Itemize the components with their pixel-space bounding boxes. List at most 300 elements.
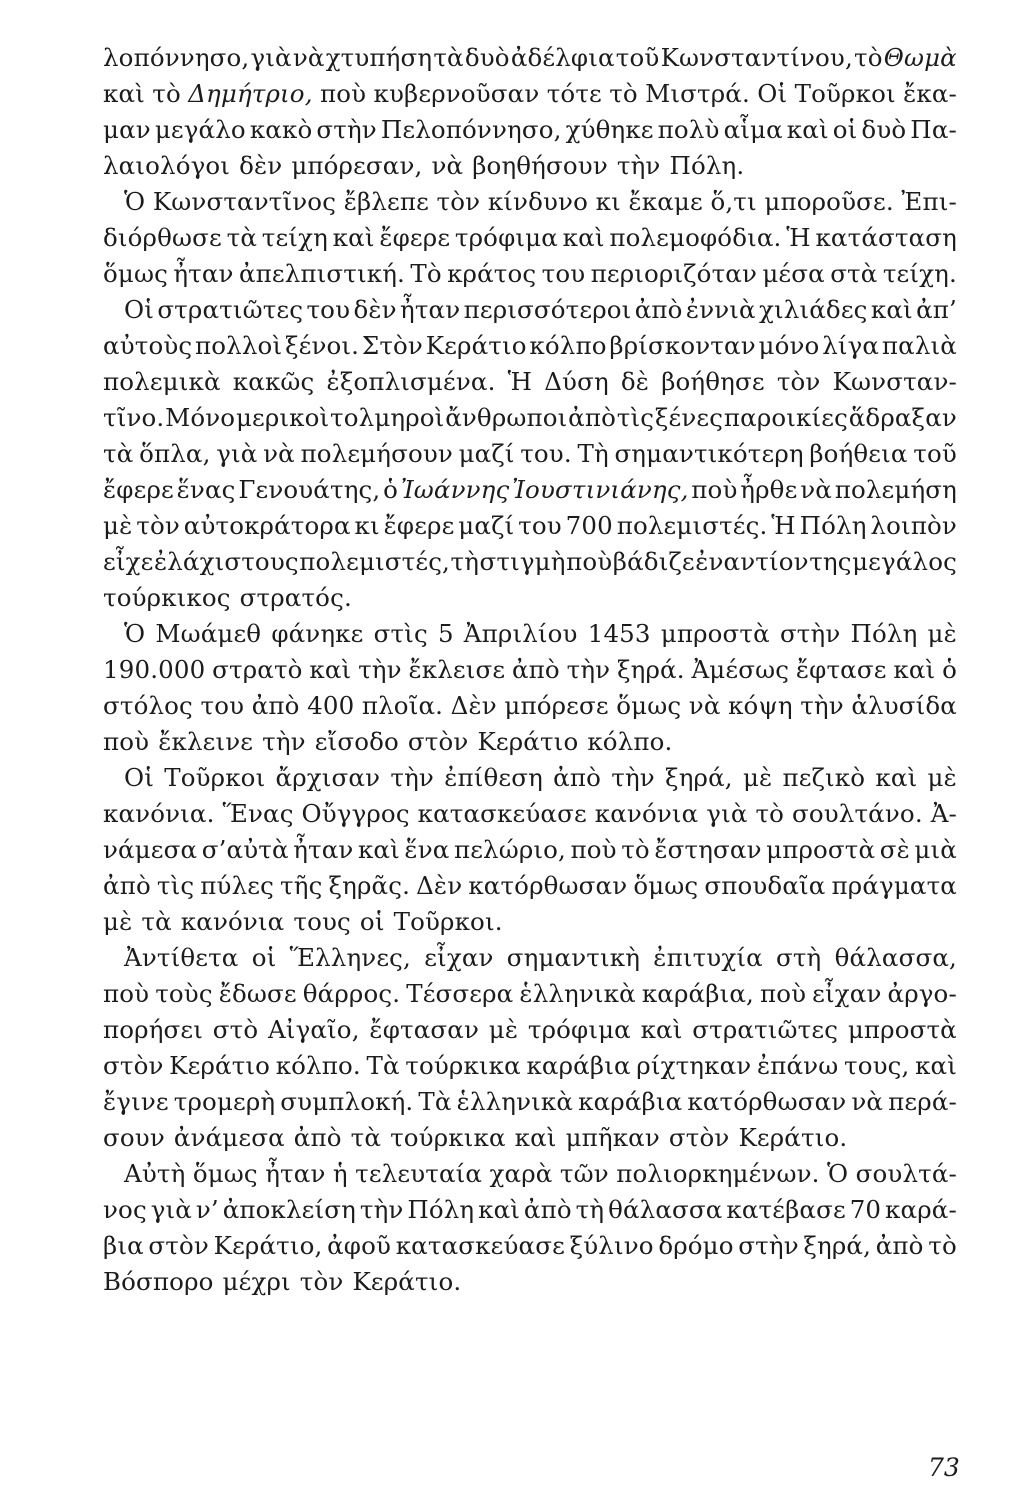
word: μιὰ (914, 835, 957, 864)
word: τὴν (262, 727, 306, 756)
word: Πόλη. (669, 151, 745, 180)
word: γιὰ (250, 43, 292, 72)
word: ἀπὸ (293, 1123, 342, 1152)
word: τὰ (350, 1123, 382, 1152)
word: μὲ (103, 907, 133, 936)
word: καὶ (332, 223, 375, 252)
word: ἔφερε (383, 511, 455, 540)
word: τρομερὴ (173, 1087, 276, 1116)
word: τὴν (566, 655, 611, 684)
word: ἦταν (293, 835, 354, 864)
word: τὸν (776, 367, 821, 396)
word: νὰ (851, 1087, 884, 1116)
word: ξύλινο (569, 1231, 654, 1260)
word: βοηθήσουν (472, 151, 608, 180)
word: ἔφερε (379, 223, 451, 252)
text-line (103, 760, 957, 796)
word: καὶ (875, 763, 918, 792)
word: εἶχαν (812, 979, 882, 1008)
word: χτυπήση (325, 43, 433, 72)
word: ποὺ (570, 835, 617, 864)
word: εἶχε (103, 547, 154, 576)
word: ὅμως (633, 871, 699, 900)
word: καὶ (786, 115, 829, 144)
word: καὶ (309, 655, 352, 684)
word: τῖνο. (103, 403, 165, 432)
word: Αἰγαῖο, (267, 1015, 360, 1044)
word: τὸ (621, 835, 650, 864)
word: Θωμὰ (883, 43, 957, 72)
word: τῆς (280, 871, 323, 900)
word: Πα- (910, 115, 957, 144)
word: ὅμως (616, 691, 682, 720)
word: Κεράτιο (425, 331, 527, 360)
word: στὴν (738, 1231, 799, 1260)
word: καὶ (915, 1051, 957, 1080)
word: παλιὰ (881, 331, 957, 360)
word: βρίσκονταν (609, 331, 756, 360)
word: τους (293, 907, 351, 936)
text-line (103, 400, 957, 436)
word: ξηρά, (803, 1231, 872, 1260)
word: Κεράτιο, (213, 1231, 323, 1260)
word: στιγμὴ (479, 547, 566, 576)
word: Ἀπριλίου (463, 619, 578, 648)
word: διόρθωσε (103, 223, 222, 252)
text-line (103, 868, 957, 904)
word: ποὺ (103, 979, 150, 1008)
word: ἐπάνω (756, 1051, 839, 1080)
word: Τοῦρκοι. (393, 907, 503, 936)
word: τὶς (616, 403, 655, 432)
word: Τὰ (366, 1051, 400, 1080)
word: 70 (849, 1195, 882, 1224)
word: σουλτά- (855, 1159, 957, 1188)
word: αὐτοὺς (103, 331, 193, 360)
word: καὶ (870, 295, 913, 324)
text-line (103, 1084, 957, 1120)
word: καρά- (885, 1195, 957, 1224)
word: μεγάλο (154, 115, 246, 144)
word: φάνηκε (271, 619, 364, 648)
word: τείχη (261, 223, 328, 252)
word: Ἡ (786, 223, 811, 252)
page-body (103, 40, 957, 1300)
word: τὸ (609, 79, 638, 108)
word: δὲν (353, 295, 397, 324)
word: δυὸ (464, 43, 510, 72)
text-line (103, 688, 957, 724)
word: μέχρι (222, 1267, 291, 1296)
word: Αὐτὴ (124, 1159, 186, 1188)
word: Κωνσταντῖνος (152, 187, 337, 216)
word: Πόλη (850, 619, 918, 648)
word: λοπόννησο, (103, 43, 250, 72)
word: ἦταν (173, 259, 234, 288)
word: πολιορκημένων. (616, 1159, 820, 1188)
word: ἀπὸ (103, 871, 151, 900)
word: κακῶς (232, 367, 315, 396)
word: ποὺ (103, 727, 150, 756)
word: στὴ (775, 943, 822, 972)
text-line (103, 148, 957, 184)
word: ἀπὸ (568, 403, 617, 432)
word: Ἀντίθετα (124, 943, 239, 972)
word: ἀνάμεσα (173, 1123, 285, 1152)
word: καράβια, (641, 979, 754, 1008)
word: Γενουάτης, (238, 475, 381, 504)
word: χιλιάδες (759, 295, 868, 324)
word: ρίχτηκαν (636, 1051, 752, 1080)
word: του (541, 259, 586, 288)
word: τὸ (854, 43, 883, 72)
word: καράβια (526, 1051, 631, 1080)
word: συμπλοκή. (280, 1087, 414, 1116)
word: ἐξοπλισμένα. (326, 367, 496, 396)
word: μπροστὰ (660, 619, 770, 648)
word: Οἱ (124, 763, 154, 792)
word: ὅ,τι (710, 187, 757, 216)
text-line (103, 796, 957, 832)
word: πεζικὸ (782, 763, 866, 792)
word: 190.000 (103, 655, 206, 684)
word: ἀπελπιστική. (238, 259, 405, 288)
word: του (518, 511, 562, 540)
word: τοὺς (155, 979, 213, 1008)
word: τῶν (559, 1159, 609, 1188)
word: τὰ (433, 43, 464, 72)
word: τὴν (358, 655, 402, 684)
word: καὶ (478, 1195, 521, 1224)
word: θάλασσα (608, 1195, 723, 1224)
word: στὴν (316, 115, 377, 144)
word: Ἐπι- (901, 187, 957, 216)
word: γιὰ (150, 1195, 192, 1224)
word: βάδιζε (612, 547, 695, 576)
word: ὅμως (103, 259, 168, 288)
word: τοῦ (615, 43, 660, 72)
word: ἦταν (400, 295, 461, 324)
word: Ἰωάννης (400, 475, 510, 504)
word: περισσότεροι (463, 295, 632, 324)
word: Πόλη (799, 511, 867, 540)
word: Τὰ (418, 1087, 452, 1116)
word: Βόσπορο (103, 1267, 214, 1296)
word: κατάσταση (815, 223, 957, 252)
word: θάλασσα, (834, 943, 957, 972)
word: του. (520, 439, 572, 468)
word: τούρκικα (390, 1123, 506, 1152)
word: Οὔγγρος (301, 799, 410, 828)
word: ἔφτασε (795, 655, 887, 684)
word: στὶς (373, 619, 428, 648)
word: ἐννιὰ (685, 295, 756, 324)
word: ὁ (942, 655, 957, 684)
word: μαν (103, 115, 151, 144)
word: κόλπο. (275, 1051, 361, 1080)
word: 400 (307, 691, 355, 720)
word: πορήσει (103, 1015, 204, 1044)
word: πολεμιστές, (299, 547, 450, 576)
word: κι (354, 511, 380, 540)
word: πολεμιστές. (616, 511, 768, 540)
word: ξένες (654, 403, 724, 432)
word: ν’ (195, 1195, 219, 1224)
word: τρόφιμα (454, 223, 558, 252)
word: Ἀ- (930, 799, 957, 828)
text-line (103, 508, 957, 544)
word: αἷμα (723, 115, 783, 144)
word: ξηρᾶς. (328, 871, 411, 900)
text-line (103, 544, 957, 580)
word: τὴν (390, 763, 434, 792)
text-line (103, 472, 957, 508)
word: θάρρος. (302, 979, 401, 1008)
text-line (103, 652, 957, 688)
word: ἔβλεπε (343, 187, 429, 216)
word: τολμηροὶ (330, 403, 445, 432)
word: παροικίες (723, 403, 848, 432)
word: πολεμοφόδια. (609, 223, 782, 252)
word: ξένοι. (284, 331, 360, 360)
word: ἡ (332, 1159, 348, 1188)
word: στὸν (668, 1123, 730, 1152)
word: πολὺ (657, 115, 720, 144)
text-line (103, 364, 957, 400)
text-line (103, 220, 957, 256)
word: καὶ (103, 79, 145, 108)
text-line (103, 940, 957, 976)
word: τὰ (103, 439, 134, 468)
word: ἐλάχιστους (153, 547, 299, 576)
text-line (103, 256, 957, 292)
word: ξηρά. (616, 655, 685, 684)
word: Ἕνας (222, 799, 294, 828)
word: ἐπιτυχία (653, 943, 763, 972)
word: στὰ (830, 259, 878, 288)
word: καὶ (640, 1015, 683, 1044)
word: μέσα (762, 259, 825, 288)
word: πολεμήσουν (300, 439, 453, 468)
text-line (103, 112, 957, 148)
word: Πόλη (407, 1195, 475, 1224)
word: ἦταν (265, 1159, 326, 1188)
word: στὸν (148, 1231, 209, 1260)
word: σπουδαῖα (704, 871, 826, 900)
word: τους, (843, 1051, 910, 1080)
word: σ’αὐτὰ (201, 835, 289, 864)
text-line (103, 1264, 957, 1300)
word: τὴ (450, 547, 480, 576)
word: Τὸ (410, 259, 442, 288)
word: Τοῦρκοι (794, 79, 896, 108)
text-line (103, 292, 957, 328)
word: κανόνια (180, 907, 285, 936)
word: ἔστησαν (654, 835, 762, 864)
word: ἀπὸ (523, 1195, 572, 1224)
word: λοιπὸν (870, 511, 957, 540)
text-line (103, 1192, 957, 1228)
word: κι (595, 187, 621, 216)
word: ἕνα (404, 835, 450, 864)
word: μαζί (458, 511, 515, 540)
word: μαζί (458, 439, 515, 468)
word: Τέσσερα (406, 979, 514, 1008)
word: κατέβασε (726, 1195, 846, 1224)
word: πολλοὶ (195, 331, 283, 360)
word: τὸ (928, 1231, 957, 1260)
word: νὰ (431, 151, 464, 180)
word: Μόνο (165, 403, 236, 432)
word: στρατιῶτες (692, 1015, 839, 1044)
word: κράτος (447, 259, 537, 288)
word: ἅδραξαν (848, 403, 957, 432)
word: ἄνθρωποι (445, 403, 568, 432)
word: τὴ (575, 1195, 605, 1224)
word: νάμεσα (103, 835, 198, 864)
word: τὰ (141, 907, 172, 936)
word: σουν (103, 1123, 165, 1152)
word: ξηρά, (665, 763, 733, 792)
word: οἱ (832, 115, 858, 144)
word: στόλος (103, 691, 193, 720)
word: σημαντικὴ (506, 943, 641, 972)
word: 700 (565, 511, 613, 540)
word: κόψη (728, 691, 793, 720)
text-line (103, 436, 957, 472)
word: ἁλυσίδα (851, 691, 957, 720)
word: ἀποκλείση (222, 1195, 356, 1224)
word: αὐτοκράτορα (183, 511, 351, 540)
word: ἀργο- (887, 979, 957, 1008)
word: μποροῦσε. (764, 187, 894, 216)
word: δυὸ (861, 115, 907, 144)
word: ἀδέλφια (510, 43, 615, 72)
word: λαιολόγοι (103, 151, 231, 180)
word: περά- (888, 1087, 957, 1116)
word: σημαντικότερη (614, 439, 804, 468)
text-line (103, 580, 957, 616)
word: Πελοπόννησο, (380, 115, 562, 144)
word: κατασκεύασε (395, 1231, 565, 1260)
word: πράγματα (831, 871, 957, 900)
text-line (103, 1048, 957, 1084)
word: ἑλληνικὰ (519, 979, 636, 1008)
word: τὴν (616, 151, 661, 180)
word: Κεράτιο. (352, 1267, 462, 1296)
word: ἔγινε (103, 1087, 169, 1116)
word: τρόφιμα (527, 1015, 631, 1044)
word: μόνο (758, 331, 820, 360)
word: τὰ (226, 223, 258, 252)
word: στρατός. (239, 583, 352, 612)
word: περιοριζόταν (590, 259, 758, 288)
word: σουλτάνο. (791, 799, 923, 828)
word: νὰ (263, 439, 295, 468)
word: 1453 (587, 619, 651, 648)
word: Ἰουστινιάνης, (512, 475, 689, 504)
word: μπόρεσε (504, 691, 609, 720)
word: μὲ (488, 1015, 519, 1044)
word: δρόμο (658, 1231, 734, 1260)
word: ποὺ (320, 79, 367, 108)
word: χύθηκε (565, 115, 654, 144)
word: κατόρθωσαν (468, 871, 628, 900)
word: τούρκικος (103, 583, 231, 612)
word: μπῆκαν (565, 1123, 660, 1152)
word: κατασκεύασε (417, 799, 587, 828)
word: οἱ (359, 907, 385, 936)
word: κίνδυνο (487, 187, 588, 216)
word: καὶ (893, 655, 936, 684)
word: 5 (437, 619, 454, 648)
word: Ἕλληνες, (289, 943, 411, 972)
text-line (103, 1228, 957, 1264)
word: Δὲν (450, 691, 497, 720)
text-line (103, 832, 957, 868)
word: χαρὰ (489, 1159, 553, 1188)
word: βια (103, 1231, 144, 1260)
word: ἀπὸ (251, 691, 300, 720)
word: Ὁ (827, 1159, 849, 1188)
word: Κεράτιο. (738, 1123, 848, 1152)
word: στὸν (103, 1051, 164, 1080)
word: ἔκλεισε (408, 655, 506, 684)
word: τὸν (299, 1267, 344, 1296)
word: ἑλληνικὰ (456, 1087, 574, 1116)
text-line (103, 1120, 957, 1156)
word: Μιστρά. (645, 79, 750, 108)
word: ποὺ (691, 475, 738, 504)
word: Οἱ (124, 295, 154, 324)
word: του (306, 295, 351, 324)
word: νος (103, 1195, 147, 1224)
word: Μωάμεθ (155, 619, 262, 648)
word: Οἱ (757, 79, 788, 108)
word: Ἡ (771, 511, 796, 540)
word: ἔφερε (103, 475, 174, 504)
word: τὴν (800, 691, 844, 720)
word: εἶχαν (424, 943, 494, 972)
word: ἐναντίον (695, 547, 809, 576)
word: κανόνια (594, 799, 699, 828)
word: καὶ (357, 835, 400, 864)
word: στρατιῶτες (157, 295, 304, 324)
word: Ἀμέσως (691, 655, 790, 684)
word: ποὺ (566, 547, 613, 576)
word: ὁ (383, 475, 399, 504)
text-line (103, 724, 957, 760)
word: καὶ (514, 1123, 557, 1152)
word: Τοῦρκοι (164, 763, 266, 792)
word: Κεράτιο (477, 727, 579, 756)
word: τὸν (136, 511, 180, 540)
word: ἔκαμε (628, 187, 703, 216)
word: ἄρχισαν (275, 763, 381, 792)
word: ἔφτασαν (369, 1015, 480, 1044)
word: ὅμως (192, 1159, 258, 1188)
text-line (103, 1012, 957, 1048)
word: τοῦ (913, 439, 957, 468)
word: στὸν (407, 727, 469, 756)
word: μὲ (742, 763, 773, 792)
word: ἀφοῦ (327, 1231, 392, 1260)
word: ὅπλα, (139, 439, 211, 468)
word: τὸ (152, 79, 181, 108)
word: μεγάλος (852, 547, 957, 576)
word: μὲ (103, 511, 133, 540)
word: κακὸ (249, 115, 313, 144)
